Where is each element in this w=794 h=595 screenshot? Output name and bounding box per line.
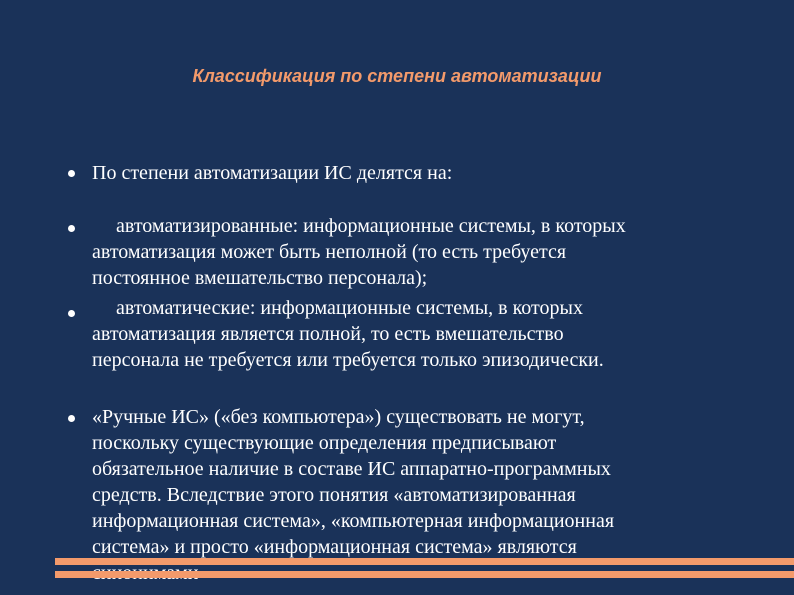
bullet-3-line-3: персонала не требуется или требуется только эпизодически. — [92, 349, 604, 371]
bullet-4-line-3: обязательное наличие в составе ИС аппаратно-программных — [92, 458, 611, 480]
bullet-4-line-6: система» и просто «информационная система» являются — [92, 536, 577, 558]
bullet-3-text — [92, 295, 752, 373]
bullet-2-text — [92, 213, 752, 291]
bullet-1-line-1: По степени автоматизации ИС делятся на: — [92, 162, 453, 184]
bullet-3-line-2: автоматизация является полной, то есть вмешательство — [92, 323, 564, 345]
bullet-dot-2 — [68, 225, 75, 232]
bullet-2-line-1: автоматизированные: информационные системы, в которых — [116, 215, 626, 237]
bullet-2-line-3: постоянное вмешательство персонала); — [92, 267, 428, 289]
bullet-dot-4 — [68, 415, 75, 422]
accent-line-bottom — [55, 571, 794, 578]
bullet-4-line-4: средств. Вследствие этого понятия «автоматизированная — [92, 484, 576, 506]
bullet-1-text — [92, 160, 752, 186]
bullet-dot-3 — [68, 310, 75, 317]
slide-title: Классификация по степени автоматизации — [192, 66, 602, 86]
bullet-4-line-1: «Ручные ИС» («без компьютера») существовать не могут, — [92, 406, 585, 428]
bullet-4-line-5: информационная система», «компьютерная информационная — [92, 510, 615, 532]
bullet-dot-1 — [68, 170, 75, 177]
accent-line-top — [55, 558, 794, 565]
bullet-4-line-2: поскольку существующие определения предписывают — [92, 432, 557, 454]
bullet-3-line-1: автоматические: информационные системы, в которых — [116, 297, 583, 319]
bullet-2-line-2: автоматизация может быть неполной (то есть требуется — [92, 241, 567, 263]
